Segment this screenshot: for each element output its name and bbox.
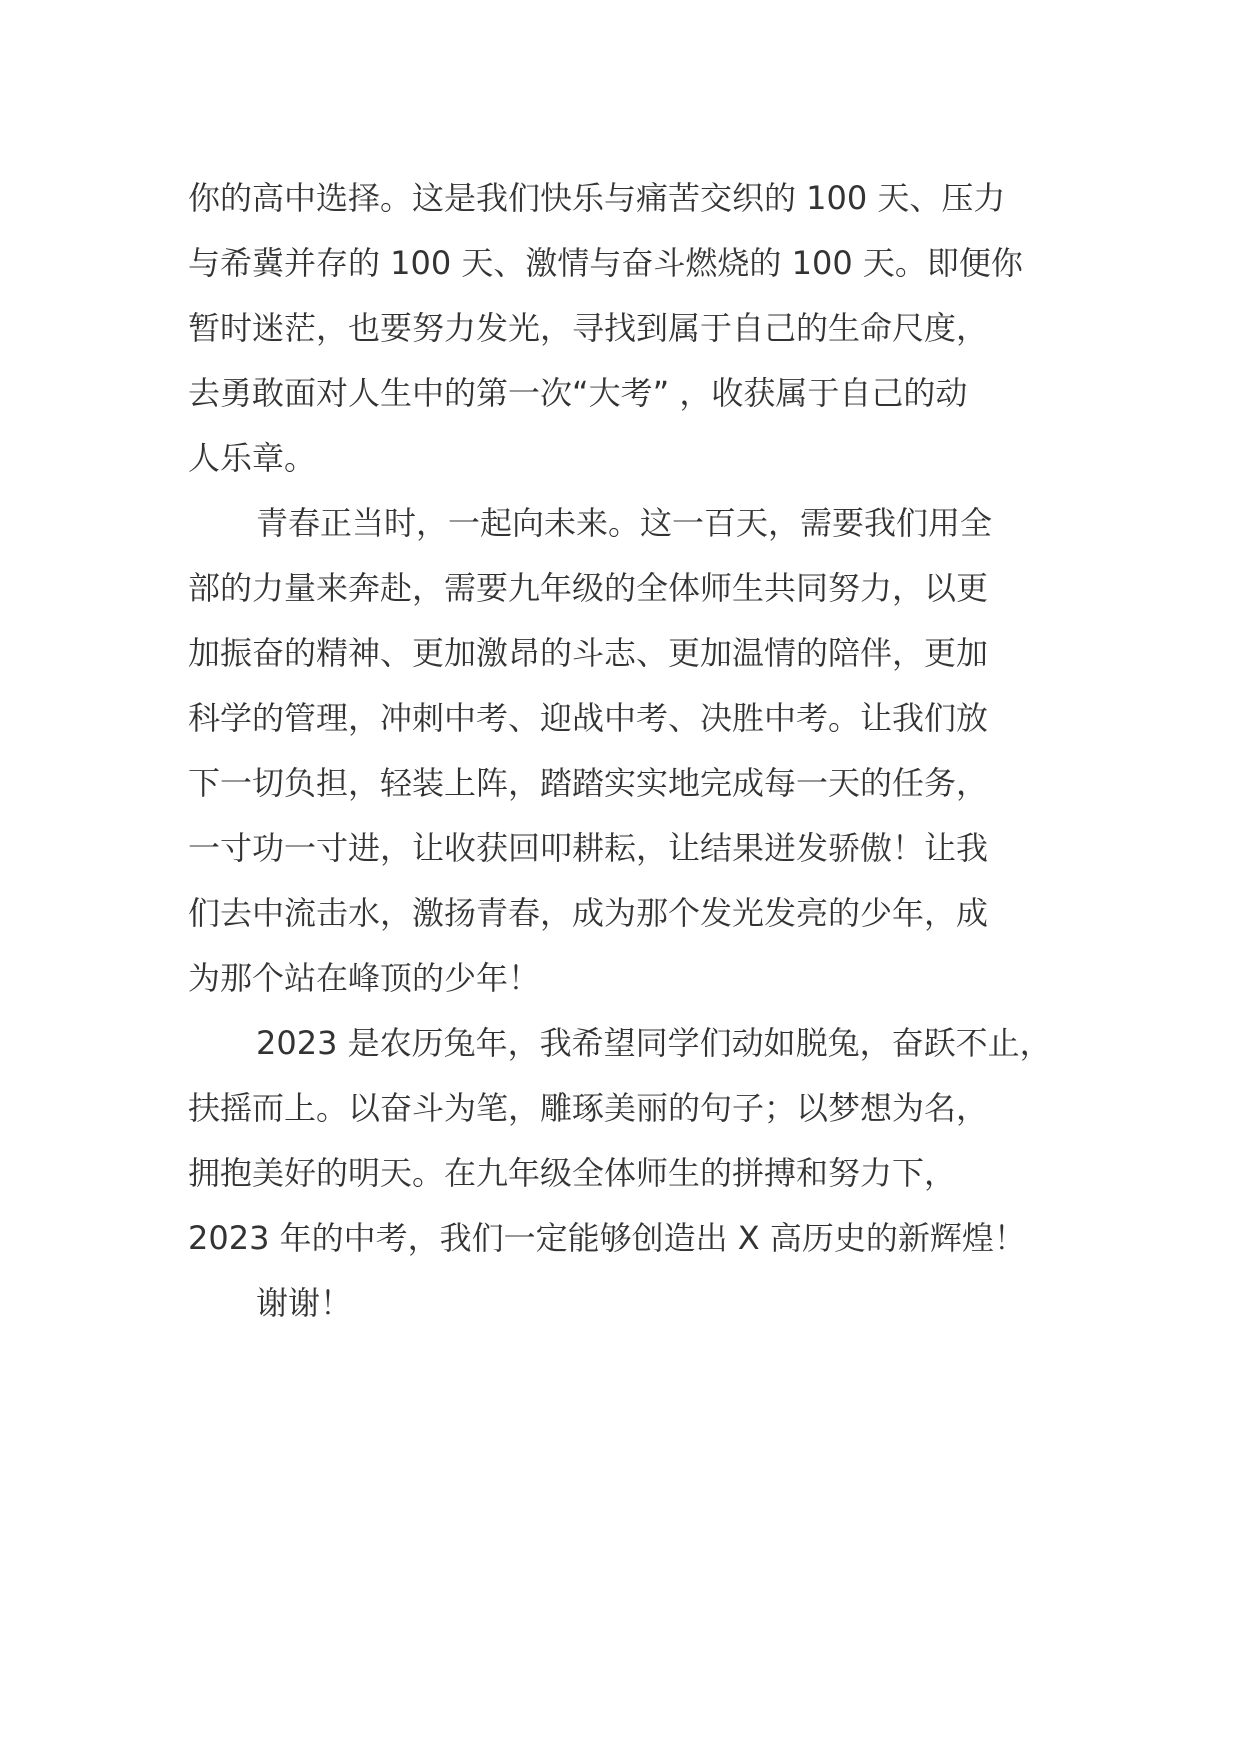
text-line: 下一切负担，轻装上阵，踏踏实实地完成每一天的任务，	[188, 764, 989, 802]
text-line: 加振奋的精神、更加激昂的斗志、更加温情的陪伴，更加	[188, 634, 989, 672]
text-line: 人乐章。	[188, 439, 317, 477]
text-line: 为那个站在峰顶的少年！	[188, 959, 541, 997]
text-line: 暂时迷茫，也要努力发光，寻找到属于自己的生命尺度，	[188, 309, 989, 347]
paragraph-1	[188, 170, 1088, 495]
text-line: 2023 是农历兔年，我希望同学们动如脱兔，奋跃不止，	[256, 1024, 1052, 1062]
text-line: 科学的管理，冲刺中考、迎战中考、决胜中考。让我们放	[188, 699, 989, 737]
text-line: 你的高中选择。这是我们快乐与痛苦交织的 100 天、压力	[188, 179, 1006, 217]
text-line: 拥抱美好的明天。在九年级全体师生的拼搏和努力下，	[188, 1154, 957, 1192]
paragraph-3	[188, 1015, 1088, 1275]
text-line: 青春正当时，一起向未来。这一百天，需要我们用全	[256, 504, 993, 542]
text-line: 与希冀并存的 100 天、激情与奋斗燃烧的 100 天。即便你	[188, 244, 1023, 282]
paragraph-2	[188, 495, 1088, 1015]
text-line: 们去中流击水，激扬青春，成为那个发光发亮的少年，成	[188, 894, 989, 932]
text-line: 扶摇而上。以奋斗为笔，雕琢美丽的句子；以梦想为名，	[188, 1089, 989, 1127]
document-body	[188, 170, 1088, 1340]
text-line: 一寸功一寸进，让收获回叩耕耘，让结果迸发骄傲！让我	[188, 829, 989, 867]
text-line: 去勇敢面对人生中的第一次“大考” ，收获属于自己的动	[188, 374, 968, 412]
text-line: 部的力量来奔赴，需要九年级的全体师生共同努力，以更	[188, 569, 989, 607]
text-line: 谢谢！	[256, 1284, 353, 1322]
text-line: 2023 年的中考，我们一定能够创造出 X 高历史的新辉煌！	[188, 1219, 1026, 1257]
paragraph-4	[188, 1275, 1088, 1340]
